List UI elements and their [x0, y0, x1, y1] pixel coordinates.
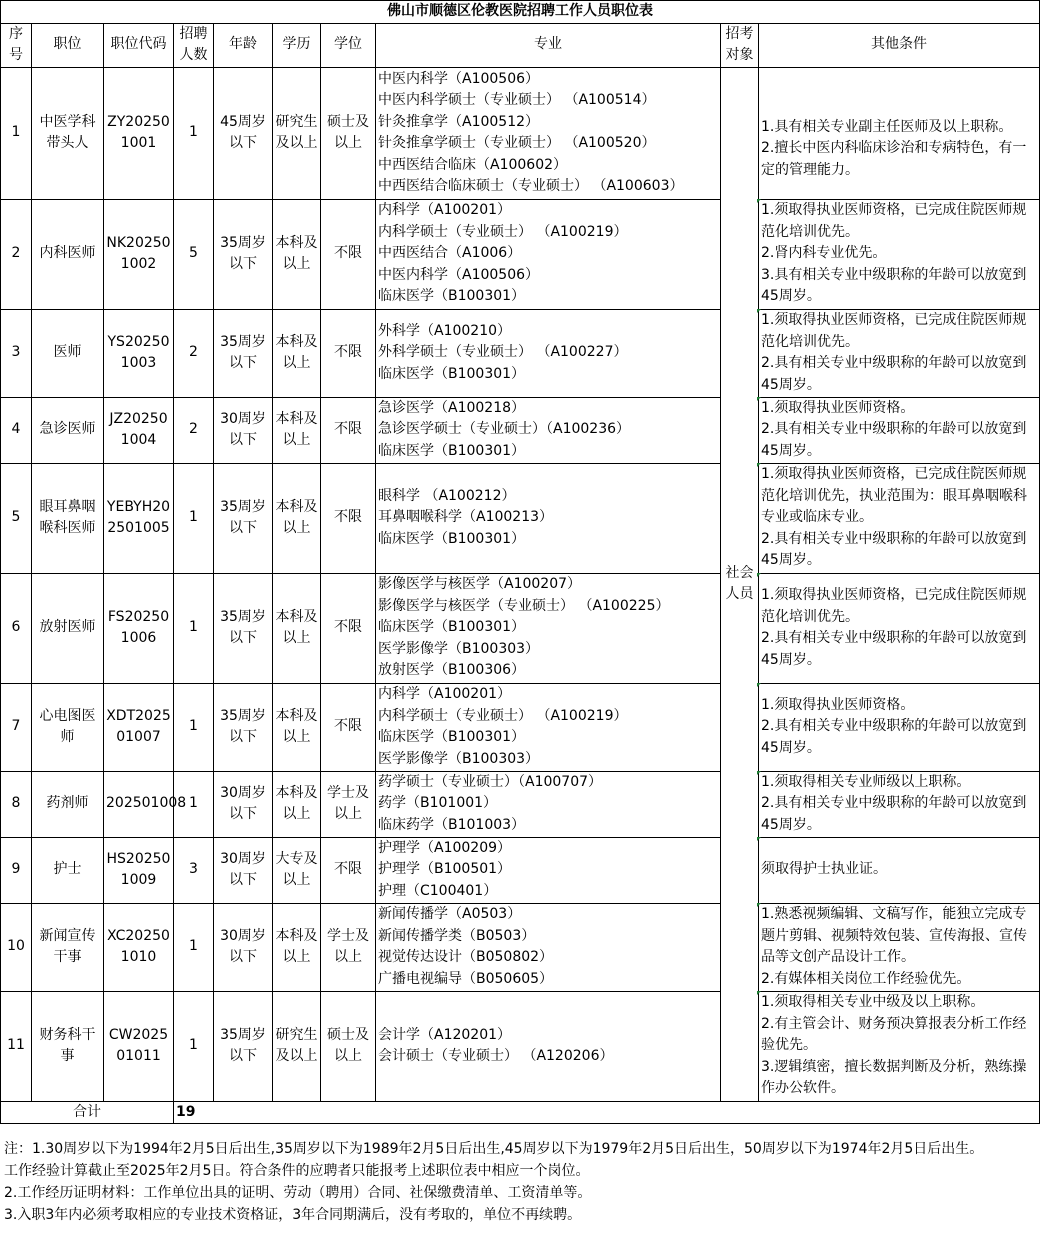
cell-code: JZ202501004	[104, 397, 174, 463]
cell-other: 1.须取得执业医师资格，已完成住院医师规范化培训优先。 2.具有相关专业中级职称的年龄可以放宽到45周岁。	[759, 573, 1040, 683]
cell-position: 财务科干事	[32, 991, 104, 1101]
cell-education: 本科及以上	[273, 903, 321, 991]
table-row	[1, 463, 1040, 573]
cell-other: 须取得护士执业证。	[759, 837, 1040, 903]
cell-education: 大专及以上	[273, 837, 321, 903]
note-line: 3.入职3年内必须考取相应的专业技术资格证，3年合同期满后，没有考取的，单位不再续聘。	[4, 1207, 582, 1223]
cell-code: CW202501011	[104, 991, 174, 1101]
cell-degree: 不限	[321, 199, 376, 309]
cell-position: 心电图医师	[32, 683, 104, 771]
cell-major: 会计学（A120201） 会计硕士（专业硕士） （A120206）	[376, 991, 721, 1101]
header-age: 年龄	[214, 23, 273, 67]
note-line: 工作经验计算截止至2025年2月5日。符合条件的应聘者只能报考上述职位表中相应一个岗位。	[4, 1163, 590, 1179]
cell-position: 内科医师	[32, 199, 104, 309]
cell-education: 本科及以上	[273, 771, 321, 837]
cell-age: 35周岁以下	[214, 309, 273, 397]
cell-other: 1.须取得相关专业中级及以上职称。 2.有主管会计、财务预决算报表分析工作经验优先。 3.逻辑缜密，擅长数据判断及分析，熟练操作办公软件。	[759, 991, 1040, 1101]
cell-degree: 不限	[321, 573, 376, 683]
cell-degree: 不限	[321, 309, 376, 397]
cell-count: 1	[174, 991, 214, 1101]
cell-seq: 3	[1, 309, 32, 397]
cell-major: 新闻传播学（A0503） 新闻传播学类（B0503） 视觉传达设计（B050802） 广播电视编导（B050605）	[376, 903, 721, 991]
cell-position: 新闻宣传干事	[32, 903, 104, 991]
cell-degree: 不限	[321, 397, 376, 463]
header-row	[1, 23, 1040, 67]
total-value: 19	[174, 1101, 1040, 1124]
cell-seq: 9	[1, 837, 32, 903]
total-row	[1, 1101, 1040, 1124]
cell-position: 药剂师	[32, 771, 104, 837]
cell-major: 急诊医学（A100218） 急诊医学硕士（专业硕士）（A100236） 临床医学（B100301）	[376, 397, 721, 463]
cell-major: 药学硕士（专业硕士）（A100707） 药学（B101001） 临床药学（B101003）	[376, 771, 721, 837]
cell-code: NK202501002	[104, 199, 174, 309]
cell-age: 30周岁以下	[214, 397, 273, 463]
cell-code: HS202501009	[104, 837, 174, 903]
cell-seq: 5	[1, 463, 32, 573]
cell-count: 2	[174, 397, 214, 463]
cell-age: 35周岁以下	[214, 199, 273, 309]
header-position: 职位	[32, 23, 104, 67]
cell-degree: 硕士及以上	[321, 991, 376, 1101]
cell-other: 1.熟悉视频编辑、文稿写作，能独立完成专题片剪辑、视频特效包装、宣传海报、宣传品等文创产品设计工作。 2.有媒体相关岗位工作经验优先。	[759, 903, 1040, 991]
cell-count: 1	[174, 683, 214, 771]
cell-education: 本科及以上	[273, 397, 321, 463]
cell-education: 本科及以上	[273, 573, 321, 683]
header-degree: 学位	[321, 23, 376, 67]
cell-count: 1	[174, 463, 214, 573]
cell-age: 30周岁以下	[214, 771, 273, 837]
cell-major: 影像医学与核医学（A100207） 影像医学与核医学（专业硕士） （A100225） 临床医学（B100301） 医学影像学（B100303） 放射医学（B100306）	[376, 573, 721, 683]
header-code: 职位代码	[104, 23, 174, 67]
cell-age: 45周岁以下	[214, 67, 273, 199]
cell-other: 1.须取得相关专业师级以上职称。 2.具有相关专业中级职称的年龄可以放宽到45周岁。	[759, 771, 1040, 837]
table-row	[1, 683, 1040, 771]
table-row	[1, 771, 1040, 837]
cell-major: 内科学（A100201） 内科学硕士（专业硕士） （A100219） 中西医结合（A1006） 中医内科学（A100506） 临床医学（B100301）	[376, 199, 721, 309]
cell-other: 1.具有相关专业副主任医师及以上职称。 2.擅长中医内科临床诊治和专病特色，有一定的管理能力。	[759, 67, 1040, 199]
header-education: 学历	[273, 23, 321, 67]
cell-code: YEBYH202501005	[104, 463, 174, 573]
header-major: 专业	[376, 23, 721, 67]
cell-count: 1	[174, 903, 214, 991]
cell-other: 1.须取得执业医师资格。 2.具有相关专业中级职称的年龄可以放宽到45周岁。	[759, 683, 1040, 771]
cell-seq: 6	[1, 573, 32, 683]
cell-degree: 不限	[321, 683, 376, 771]
cell-seq: 8	[1, 771, 32, 837]
cell-count: 3	[174, 837, 214, 903]
cell-code: XC202501010	[104, 903, 174, 991]
header-target: 招考对象	[721, 23, 759, 67]
cell-target: 社会人员	[721, 67, 759, 1101]
cell-count: 1	[174, 771, 214, 837]
cell-major: 眼科学 （A100212） 耳鼻咽喉科学（A100213） 临床医学（B100301）	[376, 463, 721, 573]
cell-major: 外科学（A100210） 外科学硕士（专业硕士） （A100227） 临床医学（B100301）	[376, 309, 721, 397]
cell-position: 眼耳鼻咽喉科医师	[32, 463, 104, 573]
cell-count: 5	[174, 199, 214, 309]
note-line: 2.工作经历证明材料：工作单位出具的证明、劳动（聘用）合同、社保缴费清单、工资清单等。	[4, 1185, 592, 1201]
notes-section	[4, 1138, 1036, 1226]
total-label: 合计	[1, 1101, 174, 1124]
cell-major: 内科学（A100201） 内科学硕士（专业硕士） （A100219） 临床医学（B100301） 医学影像学（B100303）	[376, 683, 721, 771]
cell-seq: 11	[1, 991, 32, 1101]
cell-education: 本科及以上	[273, 463, 321, 573]
cell-seq: 4	[1, 397, 32, 463]
cell-education: 本科及以上	[273, 683, 321, 771]
cell-seq: 10	[1, 903, 32, 991]
cell-count: 2	[174, 309, 214, 397]
cell-degree: 硕士及以上	[321, 67, 376, 199]
cell-other: 1.须取得执业医师资格，已完成住院医师规范化培训优先，执业范围为：眼耳鼻咽喉科专业或临床专业。 2.具有相关专业中级职称的年龄可以放宽到45周岁。	[759, 463, 1040, 573]
note-line: 注：1.30周岁以下为1994年2月5日后出生,35周岁以下为1989年2月5日后出生,45周岁以下为1979年2月5日后出生，50周岁以下为1974年2月5日后出生。	[4, 1141, 984, 1157]
title-row	[1, 1, 1040, 24]
cell-age: 30周岁以下	[214, 837, 273, 903]
cell-age: 35周岁以下	[214, 991, 273, 1101]
cell-position: 急诊医师	[32, 397, 104, 463]
table-row	[1, 573, 1040, 683]
cell-age: 30周岁以下	[214, 903, 273, 991]
cell-position: 护士	[32, 837, 104, 903]
cell-education: 本科及以上	[273, 309, 321, 397]
table-row	[1, 991, 1040, 1101]
cell-education: 研究生及以上	[273, 991, 321, 1101]
cell-degree: 不限	[321, 463, 376, 573]
cell-seq: 1	[1, 67, 32, 199]
table-row	[1, 397, 1040, 463]
cell-code: ZY202501001	[104, 67, 174, 199]
cell-seq: 7	[1, 683, 32, 771]
cell-major: 中医内科学（A100506） 中医内科学硕士（专业硕士） （A100514） 针灸推拿学（A100512） 针灸推拿学硕士（专业硕士） （A100520） 中西医结合临床（A100602） 中西医结合临床硕士（专业硕士） （A100603）	[376, 67, 721, 199]
cell-seq: 2	[1, 199, 32, 309]
table-row	[1, 903, 1040, 991]
cell-code: YS202501003	[104, 309, 174, 397]
cell-code: 202501008	[104, 771, 174, 837]
cell-age: 35周岁以下	[214, 573, 273, 683]
cell-other: 1.须取得执业医师资格，已完成住院医师规范化培训优先。 2.肾内科专业优先。 3.具有相关专业中级职称的年龄可以放宽到45周岁。	[759, 199, 1040, 309]
cell-code: FS202501006	[104, 573, 174, 683]
cell-position: 医师	[32, 309, 104, 397]
cell-age: 35周岁以下	[214, 683, 273, 771]
cell-count: 1	[174, 67, 214, 199]
cell-degree: 学士及以上	[321, 903, 376, 991]
header-count: 招聘人数	[174, 23, 214, 67]
header-seq: 序号	[1, 23, 32, 67]
table-row	[1, 67, 1040, 199]
cell-position: 放射医师	[32, 573, 104, 683]
table-row	[1, 199, 1040, 309]
cell-age: 35周岁以下	[214, 463, 273, 573]
table-row	[1, 837, 1040, 903]
cell-other: 1.须取得执业医师资格。 2.具有相关专业中级职称的年龄可以放宽到45周岁。	[759, 397, 1040, 463]
header-other: 其他条件	[759, 23, 1040, 67]
cell-major: 护理学（A100209） 护理学（B100501） 护理（C100401）	[376, 837, 721, 903]
cell-position: 中医学科带头人	[32, 67, 104, 199]
table-title: 佛山市顺德区伦教医院招聘工作人员职位表	[1, 1, 1040, 24]
cell-degree: 学士及以上	[321, 771, 376, 837]
cell-degree: 不限	[321, 837, 376, 903]
table-row	[1, 309, 1040, 397]
cell-count: 1	[174, 573, 214, 683]
cell-code: XDT202501007	[104, 683, 174, 771]
cell-education: 本科及以上	[273, 199, 321, 309]
cell-education: 研究生及以上	[273, 67, 321, 199]
cell-other: 1.须取得执业医师资格，已完成住院医师规范化培训优先。 2.具有相关专业中级职称的年龄可以放宽到45周岁。	[759, 309, 1040, 397]
